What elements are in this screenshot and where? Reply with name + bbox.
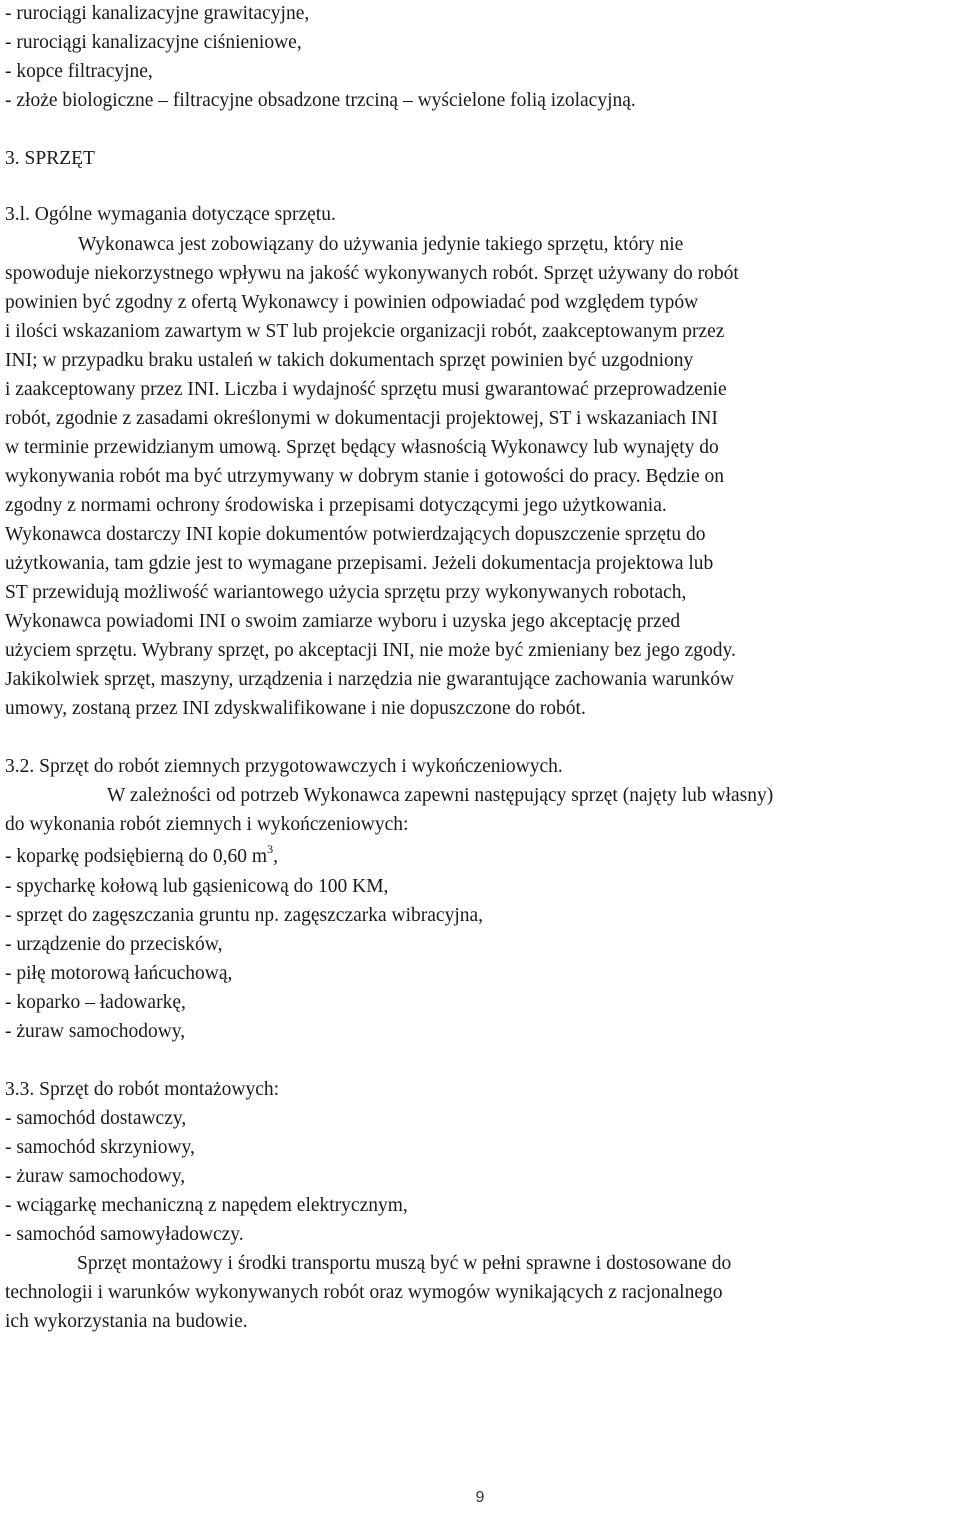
paragraph-line: użyciem sprzętu. Wybrany sprzęt, po akceptacji INI, nie może być zmieniany bez jego zgody. [5,640,736,661]
subsection-heading: 3.2. Sprzęt do robót ziemnych przygotowawczych i wykończeniowych. [5,756,563,777]
list-item: - koparko – ładowarkę, [5,992,186,1013]
paragraph-line: użytkowania, tam gdzie jest to wymagane przepisami. Jeżeli dokumentacja projektowa lub [5,553,714,574]
list-item: - żuraw samochodowy, [5,1166,186,1187]
subsection-heading: 3.l. Ogólne wymagania dotyczące sprzętu. [5,204,336,225]
list-item: - spycharkę kołową lub gąsienicową do 100 KM, [5,876,389,897]
paragraph-line: do wykonania robót ziemnych i wykończeniowych: [5,814,409,835]
paragraph-line: w terminie przewidzianym umową. Sprzęt będący własnością Wykonawcy lub wynajęty do [5,437,719,458]
list-item: - rurociągi kanalizacyjne grawitacyjne, [5,3,310,24]
paragraph-line: spowoduje niekorzystnego wpływu na jakość wykonywanych robót. Sprzęt używany do robót [5,263,739,284]
list-item: - sprzęt do zagęszczania gruntu np. zagęszczarka wibracyjna, [5,905,484,926]
paragraph-line: INI; w przypadku braku ustaleń w takich dokumentach sprzęt powinien być uzgodniony [5,350,694,371]
paragraph-line: i ilości wskazaniom zawartym w ST lub projekcie organizacji robót, zaakceptowanym przez [5,321,725,342]
paragraph-line: Wykonawca powiadomi INI o swoim zamiarze wyboru i uzyska jego akceptację przed [5,611,681,632]
list-item [5,842,278,867]
paragraph-line: Sprzęt montażowy i środki transportu muszą być w pełni sprawne i dostosowane do [77,1253,732,1274]
page-number: 9 [475,1489,485,1506]
paragraph-line: umowy, zostaną przez INI zdyskwalifikowane i nie dopuszczone do robót. [5,698,586,719]
list-item: - rurociągi kanalizacyjne ciśnieniowe, [5,32,302,53]
list-item: - samochód dostawczy, [5,1108,187,1129]
paragraph-line: ST przewidują możliwość wariantowego użycia sprzętu przy wykonywanych robotach, [5,582,687,603]
list-item: - piłę motorową łańcuchową, [5,963,233,984]
superscript: 3 [267,842,274,856]
paragraph-line: ich wykorzystania na budowie. [5,1311,248,1332]
paragraph-line: Wykonawca jest zobowiązany do używania jedynie takiego sprzętu, który nie [78,234,684,255]
section-heading: 3. SPRZĘT [5,148,95,169]
paragraph-line: W zależności od potrzeb Wykonawca zapewni następujący sprzęt (najęty lub własny) [107,785,774,806]
list-item-tail: , [273,846,278,867]
list-item: - wciągarkę mechaniczną z napędem elektrycznym, [5,1195,408,1216]
paragraph-line: powinien być zgodny z ofertą Wykonawcy i powinien odpowiadać pod względem typów [5,292,699,313]
paragraph-line: Wykonawca dostarczy INI kopie dokumentów potwierdzających dopuszczenie sprzętu do [5,524,706,545]
paragraph-line: zgodny z normami ochrony środowiska i przepisami dotyczącymi jego użytkowania. [5,495,667,516]
list-item: - kopce filtracyjne, [5,61,153,82]
paragraph-line: technologii i warunków wykonywanych robót oraz wymogów wynikających z racjonalnego [5,1282,723,1303]
paragraph-line: wykonywania robót ma być utrzymywany w dobrym stanie i gotowości do pracy. Będzie on [5,466,724,487]
list-item: - żuraw samochodowy, [5,1021,186,1042]
paragraph-line: Jakikolwiek sprzęt, maszyny, urządzenia i narzędzia nie gwarantujące zachowania warunków [5,669,735,690]
list-item: - złoże biologiczne – filtracyjne obsadzone trzciną – wyścielone folią izolacyjną. [5,90,636,111]
paragraph-line: i zaakceptowany przez INI. Liczba i wydajność sprzętu musi gwarantować przeprowadzenie [5,379,727,400]
list-item-text: - koparkę podsiębierną do 0,60 m [5,846,268,867]
list-item: - samochód samowyładowczy. [5,1224,244,1245]
subsection-heading: 3.3. Sprzęt do robót montażowych: [5,1079,280,1100]
list-item: - samochód skrzyniowy, [5,1137,195,1158]
list-item: - urządzenie do przecisków, [5,934,223,955]
paragraph-line: robót, zgodnie z zasadami określonymi w dokumentacji projektowej, ST i wskazaniach INI [5,408,718,429]
